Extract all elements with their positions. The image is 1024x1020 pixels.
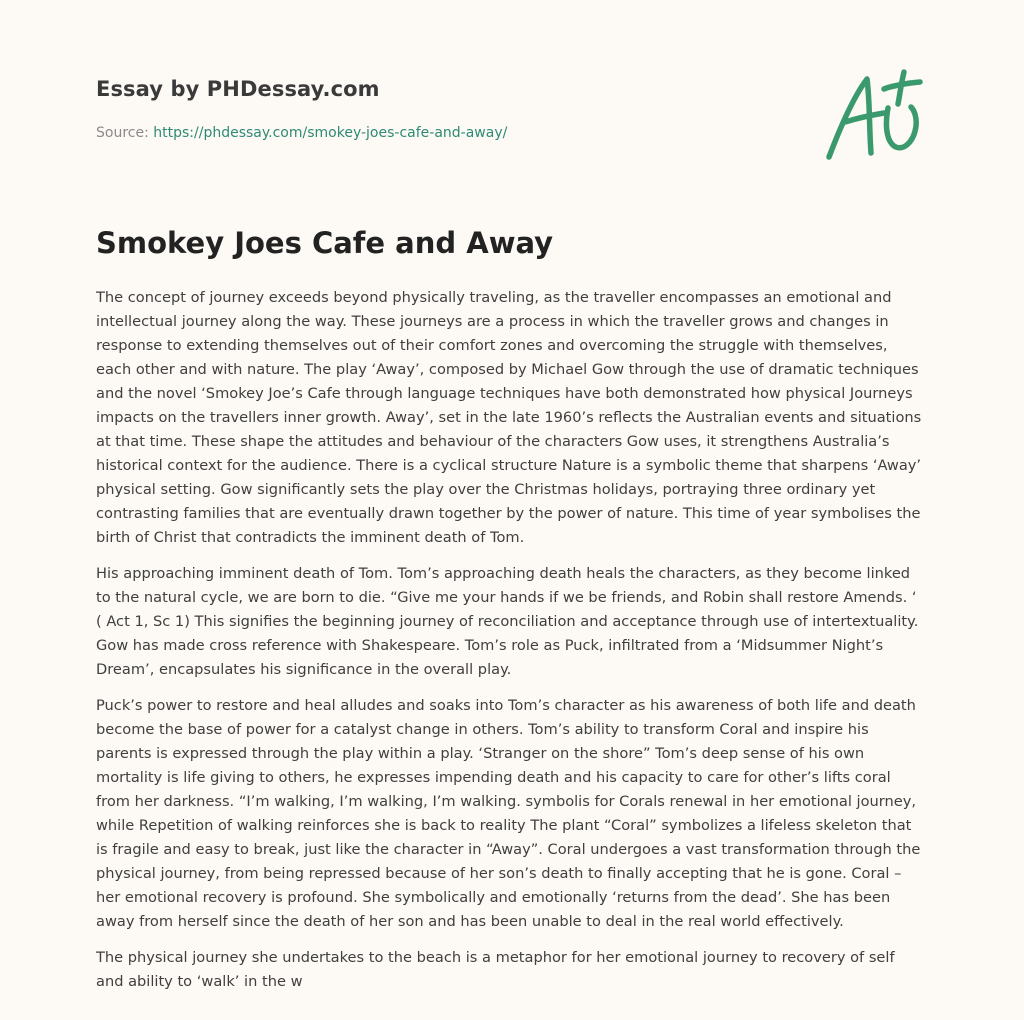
a-plus-logo-icon [824, 68, 926, 164]
essay-title: Smokey Joes Cafe and Away [96, 226, 554, 260]
source-link[interactable]: https://phdessay.com/smokey-joes-cafe-and-away/ [153, 125, 508, 141]
essay-paragraph: His approaching imminent death of Tom. Tom’s approaching death heals the characters, as they become linked to the natural cycle, we are born to die. “Give me your hands if we be friends, and Robin shall restore Amends. ‘ ( Act 1, Sc 1) This signifies the beginning journey of reconciliation and acceptance through use of intertextuality. Gow has made cross reference with Shakespeare. Tom’s role as Puck, infiltrated from a ‘Midsummer Night’s Dream’, encapsulates his significance in the overall play. [96, 565, 919, 678]
source-label: Source: [96, 125, 154, 141]
essay-body [96, 286, 926, 994]
essay-paragraph: The concept of journey exceeds beyond physically traveling, as the traveller encompasses an emotional and intellectual journey along the way. These journeys are a process in which the traveller grows and changes in response to extending themselves out of their comfort zones and overcoming the struggle with themselves, each other and with nature. The play ‘Away’, composed by Michael Gow through the use of dramatic techniques and the novel ‘Smokey Joe’s Cafe through language techniques have both demonstrated how physical Journeys impacts on the travellers inner growth. Away’, set in the late 1960’s reflects the Australian events and situations at that time. These shape the attitudes and behaviour of the characters Gow uses, it strengthens Australia’s historical context for the audience. There is a cyclical structure Nature is a symbolic theme that sharpens ‘Away’ physical setting. Gow significantly sets the play over the Christmas holidays, portraying three ordinary yet contrasting families that are eventually drawn together by the power of nature. This time of year symbolises the birth of Christ that contradicts the imminent death of Tom. [96, 289, 922, 546]
brand-title: Essay by PHDessay.com [96, 77, 380, 101]
essay-paragraph: The physical journey she undertakes to the beach is a metaphor for her emotional journey to recovery of self and ability to ‘walk’ in the w [96, 949, 895, 990]
source-line [96, 125, 507, 141]
essay-page [96, 0, 926, 1020]
essay-paragraph: Puck’s power to restore and heal alludes and soaks into Tom’s character as his awareness of both life and death become the base of power for a catalyst change in others. Tom’s ability to transform Coral and inspire his parents is expressed through the play within a play. ‘Stranger on the shore” Tom’s deep sense of his own mortality is life giving to others, he expresses impending death and his capacity to care for other’s lifts coral from her darkness. “I’m walking, I’m walking, I’m walking. symbolis for Corals renewal in her emotional journey, while Repetition of walking reinforces she is back to reality The plant “Coral” symbolizes a lifeless skeleton that is fragile and easy to break, just like the character in “Away”. Coral undergoes a vast transformation through the physical journey, from being repressed because of her son’s death to finally accepting that he is gone. Coral – her emotional recovery is profound. She symbolically and emotionally ‘returns from the dead’. She has been away from herself since the death of her son and has been unable to deal in the real world effectively. [96, 697, 921, 930]
